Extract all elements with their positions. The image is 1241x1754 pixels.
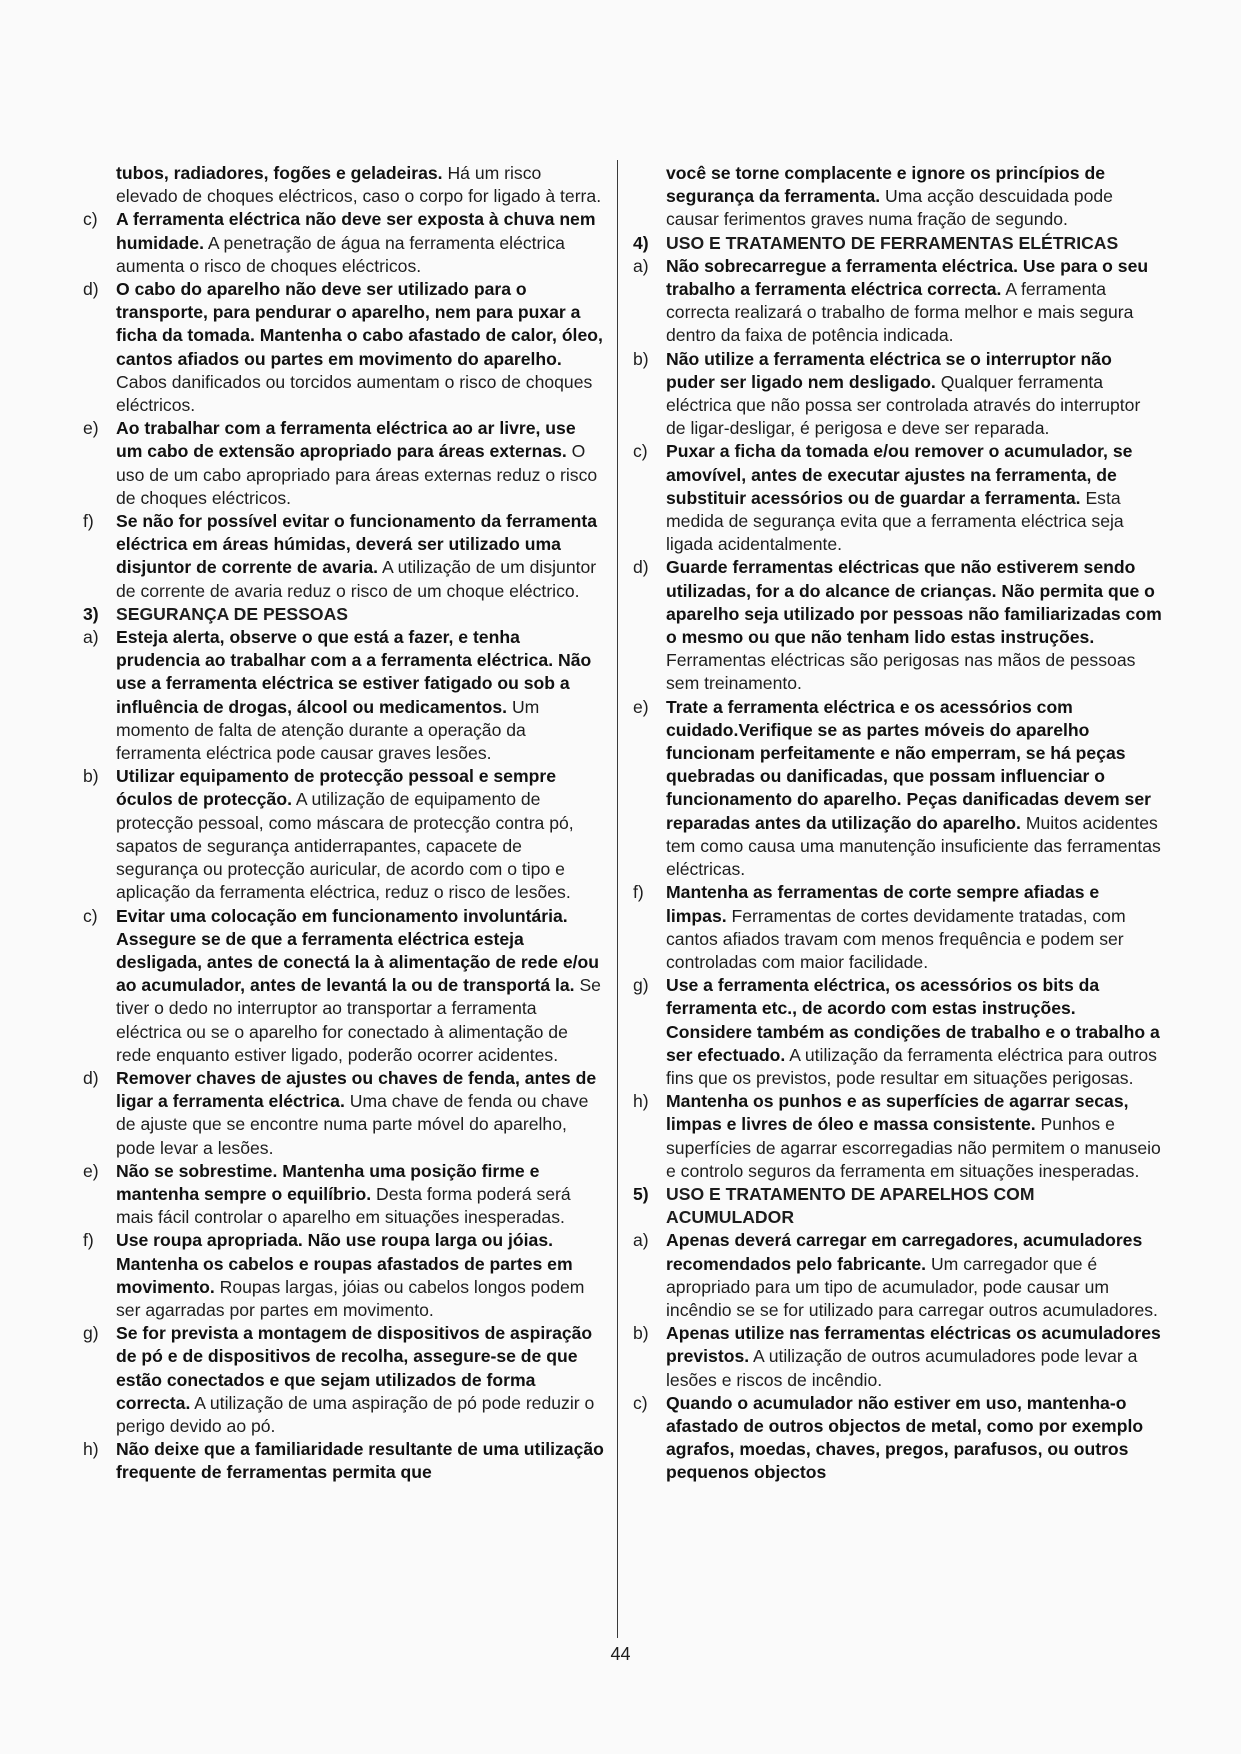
list-item: c) A ferramenta eléctrica não deve ser exposta à chuva nem humidade. A penetração de água na ferramenta eléctrica aumenta o risco de choques eléctricos.	[83, 209, 596, 276]
list-item: c) Quando o acumulador não estiver em uso, mantenha-o afastado de outros objectos de metal, como por exemplo agrafos, moedas, chaves, pregos, parafusos, ou outros pequenos objectos	[633, 1392, 1144, 1483]
page-number: 44	[610, 1644, 631, 1664]
list-item: e) Trate a ferramenta eléctrica e os acessórios com cuidado.Verifique se as partes móveis do aparelho funcionam perfeitamente e não emperram, se há peças quebradas ou danificadas, que possam influenciar o funcionamento do aparelho. Peças danificadas devem ser reparadas antes da utilização do aparelho. Muitos acidentes tem como causa uma manutenção insuficiente das ferramentas eléctricas.	[633, 696, 1161, 880]
list-item: f) Mantenha as ferramentas de corte sempre afiadas e limpas. Ferramentas de cortes devidamente tratadas, com cantos afiados travam com menos frequência e podem ser controladas com maior facilidade.	[633, 882, 1126, 972]
list-item: a) Não sobrecarregue a ferramenta eléctrica. Use para o seu trabalho a ferramenta eléctrica correcta. A ferramenta correcta realizará o trabalho de forma melhor e mais segura dentro da faixa de potência indicada.	[633, 255, 1149, 346]
list-item: a) Apenas deverá carregar em carregadores, acumuladores recomendados pelo fabricante. Um carregador que é apropriado para um tipo de acumulador, pode causar um incêndio se se for utilizado para carregar outros acumuladores.	[633, 1230, 1158, 1320]
list-item: b) Utilizar equipamento de protecção pessoal e sempre óculos de protecção. A utilização de equipamento de protecção pessoal, como máscara de protecção contra pó, sapatos de segurança antiderrapantes, capacete de segurança ou protecção auricular, de acordo com o tipo e aplicação da ferramenta eléctrica, reduz o risco de lesões.	[83, 766, 574, 903]
left-column	[83, 162, 605, 1485]
list-item: b) Não utilize a ferramenta eléctrica se o interruptor não puder ser ligado nem desligado. Qualquer ferramenta eléctrica que não possa ser controlada através do interruptor de ligar-desligar, é perigosa e deve ser reparada.	[633, 348, 1141, 439]
list-item: b) Apenas utilize nas ferramentas eléctricas os acumuladores previstos. A utilização de outros acumuladores pode levar a lesões e riscos de incêndio.	[633, 1323, 1161, 1390]
continued-paragraph: você se torne complacente e ignore os princípios de segurança da ferramenta. Uma acção descuidada pode causar ferimentos graves numa fração de segundo.	[666, 163, 1113, 230]
section-heading: 3) SEGURANÇA DE PESSOAS	[83, 603, 349, 624]
list-item: e) Ao trabalhar com a ferramenta eléctrica ao ar livre, use um cabo de extensão apropriado para áreas externas. O uso de um cabo apropriado para áreas externas reduz o risco de choques eléctricos.	[83, 418, 598, 508]
list-item: g) Use a ferramenta eléctrica, os acessórios os bits da ferramenta etc., de acordo com estas instruções. Considere também as condições de trabalho e o trabalho a ser efectuado. A utilização da ferramenta eléctrica para outros fins que os previstos, pode resultar em situações perigosas.	[633, 975, 1160, 1088]
list-item: c) Evitar uma colocação em funcionamento involuntária. Assegure se de que a ferramenta eléctrica esteja desligada, antes de conectá la à alimentação de rede e/ou ao acumulador, antes de levantá la ou de transportá la. Se tiver o dedo no interruptor ao transportar a ferramenta eléctrica ou se o aparelho for conectado à alimentação de rede enquanto estiver ligado, poderão ocorrer acidentes.	[83, 905, 601, 1065]
list-item: g) Se for prevista a montagem de dispositivos de aspiração de pó e de dispositivos de recolha, assegure-se de que estão conectados e que sejam utilizados de forma correcta. A utilização de uma aspiração de pó pode reduzir o perigo devido ao pó.	[83, 1323, 595, 1436]
column-divider	[617, 160, 618, 1638]
section-heading: 4) USO E TRATAMENTO DE FERRAMENTAS ELÉTRICAS	[633, 232, 1119, 253]
list-item: d) O cabo do aparelho não deve ser utilizado para o transporte, para pendurar o aparelho, nem para puxar a ficha da tomada. Mantenha o cabo afastado de calor, óleo, cantos afiados ou partes em movimento do aparelho. Cabos danificados ou torcidos aumentam o risco de choques eléctricos.	[83, 279, 603, 416]
list-item: f) Se não for possível evitar o funcionamento da ferramenta eléctrica em áreas húmidas, deverá ser utilizado uma disjuntor de corrente de avaria. A utilização de um disjuntor de corrente de avaria reduz o risco de um choque eléctrico.	[83, 511, 598, 601]
list-item: c) Puxar a ficha da tomada e/ou remover o acumulador, se amovível, antes de executar ajustes na ferramenta, de substituir acessórios ou de guardar a ferramenta. Esta medida de segurança evita que a ferramenta eléctrica seja ligada acidentalmente.	[633, 441, 1133, 555]
list-item: h) Mantenha os punhos e as superfícies de agarrar secas, limpas e livres de óleo e massa consistente. Punhos e superfícies de agarrar escorregadias não permitem o manuseio e controlo seguros da ferramenta em situações inesperadas.	[633, 1091, 1161, 1181]
right-column	[633, 162, 1163, 1485]
section-heading: 5) USO E TRATAMENTO DE APARELHOS COM ACUMULADOR	[633, 1183, 1035, 1228]
list-item: d) Guarde ferramentas eléctricas que não estiverem sendo utilizadas, for a do alcance de crianças. Não permita que o aparelho seja utilizado por pessoas não familiarizadas com o mesmo ou que não tenham lido estas instruções. Ferramentas eléctricas são perigosas nas mãos de pessoas sem treinamento.	[633, 557, 1162, 694]
list-item: a) Esteja alerta, observe o que está a fazer, e tenha prudencia ao trabalhar com a a ferramenta eléctrica. Não use a ferramenta eléctrica se estiver fatigado ou sob a influência de drogas, álcool ou medicamentos. Um momento de falta de atenção durante a operação da ferramenta eléctrica pode causar graves lesões.	[83, 627, 592, 764]
list-item: e) Não se sobrestime. Mantenha uma posição firme e mantenha sempre o equilíbrio. Desta forma poderá será mais fácil controlar o aparelho em situações inesperadas.	[83, 1160, 571, 1228]
list-item: d) Remover chaves de ajustes ou chaves de fenda, antes de ligar a ferramenta eléctrica. Uma chave de fenda ou chave de ajuste que se encontre numa parte móvel do aparelho, pode levar a lesões.	[83, 1067, 597, 1158]
list-item: h) Não deixe que a familiaridade resultante de uma utilização frequente de ferramentas permita que	[83, 1439, 604, 1483]
list-item: f) Use roupa apropriada. Não use roupa larga ou jóias. Mantenha os cabelos e roupas afastados de partes em movimento. Roupas largas, jóias ou cabelos longos podem ser agarradas por partes em movimento.	[83, 1230, 585, 1320]
continued-paragraph: tubos, radiadores, fogões e geladeiras. Há um risco elevado de choques eléctricos, caso o corpo for ligado à terra.	[116, 163, 602, 207]
